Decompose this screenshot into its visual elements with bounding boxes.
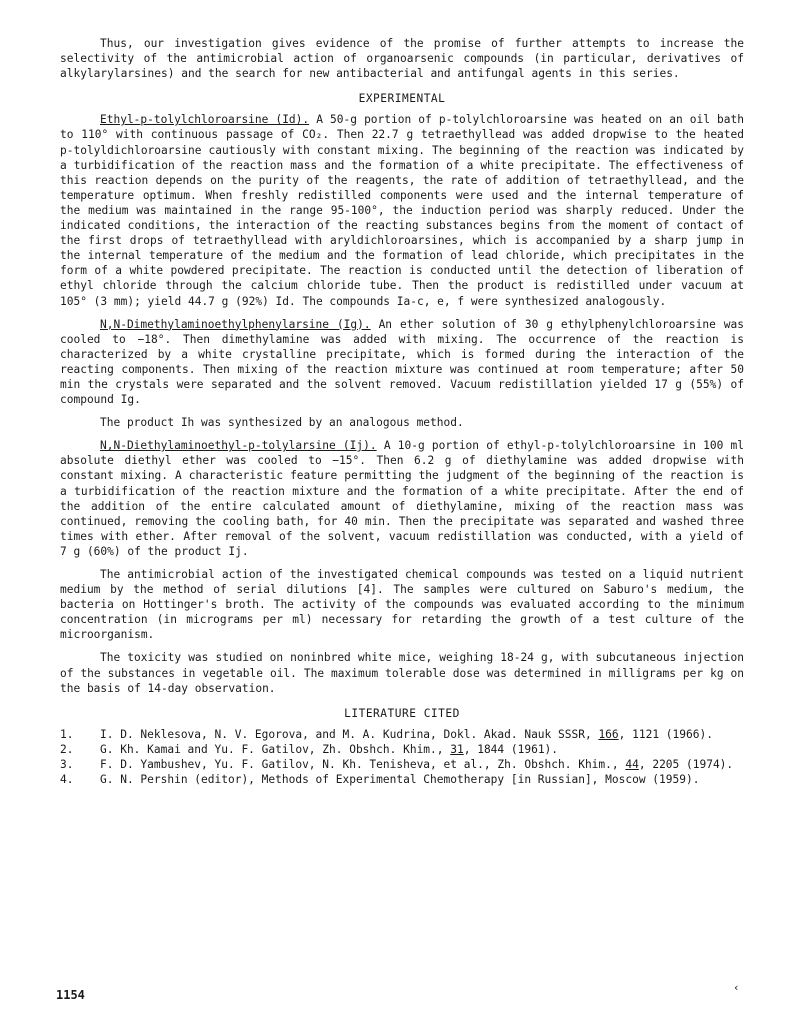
procedure-ig-paragraph [60,317,744,408]
reference-item [60,727,744,742]
article-body [60,36,744,787]
procedure-ij-paragraph [60,438,744,559]
reference-item [60,772,744,787]
reference-number: 3. [60,758,74,772]
literature-heading: LITERATURE CITED [344,706,460,720]
procedure-ig-text: An ether solution of 30 g ethylphenylchloroarsine was cooled to −18°. Then dimethylamine was added with mixing. The occurrence of the reaction is characterized by a white crystalline precipitate, which is formed during the interaction of the reacting components. Then mixing of the reaction mixture was continued at room temperature; after 50 min the crystals were separated and the solvent removed. Vacuum redistillation yielded 17 g (55%) of compound Ig. [60,317,744,407]
antimicrobial-method-paragraph: The antimicrobial action of the investigated chemical compounds was tested on a liquid nutrient medium by the method of serial dilutions [4]. The samples were cultured on Saburo's medium, the bacteria on Hottinger's broth. The activity of the compounds was evaluated according to the minimum concentration (in micrograms per ml) necessary for retarding the growth of a test culture of the microorganism. [60,568,744,642]
experimental-heading: EXPERIMENTAL [358,92,446,106]
reference-number: 2. [60,742,74,756]
compound-ij-title: N,N-Diethylaminoethyl-p-tolylarsine (Ij). [100,439,377,453]
reference-number: 4. [60,773,74,787]
reference-text: G. N. Pershin (editor), Methods of Experimental Chemotherapy [in Russian], Moscow (1959). [100,773,700,787]
reference-item [60,742,744,757]
procedure-ih-paragraph: The product Ih was synthesized by an analogous method. [100,416,464,430]
reference-item [60,757,744,772]
reference-text: F. D. Yambushev, Yu. F. Gatilov, N. Kh. Tenisheva, et al., Zh. Obshch. Khim., 44, 2205 (1974). [100,758,734,772]
procedure-ij-text: A 10-g portion of ethyl-p-tolylchloroarsine in 100 ml absolute diethyl ether was cooled to −15°. Then 6.2 g of diethylamine was added dropwise with constant mixing. A characteristic feature permitting the judgment of the beginning of the reaction is a turbidification of the reaction mixture and the formation of a white precipitate. After the end of the addition of the entire calculated amount of diethylamine, mixing of the reaction mass was continued, removing the cooling bath, for 40 min. Then the precipitate was separated and washed three times with ether. After removal of the solvent, vacuum redistillation was conducted, with a yield of 7 g (60%) of the product Ij. [60,439,745,558]
reference-list [60,727,744,787]
compound-id-title: Ethyl-p-tolylchloroarsine (Id). [100,113,310,127]
reference-text: I. D. Neklesova, N. V. Egorova, and M. A. Kudrina, Dokl. Akad. Nauk SSSR, 166, 1121 (1966). [100,727,713,741]
page-number: 1154 [56,988,85,1002]
reference-number: 1. [60,727,74,741]
reference-text: G. Kh. Kamai and Yu. F. Gatilov, Zh. Obshch. Khim., 31, 1844 (1961). [100,742,559,756]
corner-mark: ‹ [733,981,740,994]
toxicity-paragraph: The toxicity was studied on noninbred white mice, weighing 18-24 g, with subcutaneous injection of the substances in vegetable oil. The maximum tolerable dose was determined in milligrams per kg on the basis of 14-day observation. [60,651,744,695]
intro-paragraph: Thus, our investigation gives evidence of the promise of further attempts to increase the selectivity of the antimicrobial action of organoarsenic compounds (in particular, derivatives of alkylarylarsines) and the search for new antibacterial and antifungal agents in this series. [60,37,744,81]
procedure-id-paragraph [60,112,744,308]
procedure-id-text: A 50-g portion of p-tolylchloroarsine was heated on an oil bath to 110° with continuous passage of CO₂. Then 22.7 g tetraethyllead was added dropwise to the heated p-tolyldichloroarsine cautiously with constant mixing. The beginning of the reaction was indicated by a turbidification of the reaction mass and the formation of a white precipitate. The effectiveness of this reaction depends on the purity of the reagents, the rate of addition of tetraethyllead, and the temperature optimum. When freshly redistilled components were used and the internal temperature of the medium was maintained in the range 95-100°, the induction period was sharply reduced. Under the indicated conditions, the interaction of the reacting substances begins from the moment of contact of the first drops of tetraethyllead with aryldichloroarsines, which is accompanied by a sharp jump in the internal temperature of the medium and the formation of lead chloride, which precipitates in the form of a white powdered precipitate. The reaction is conducted until the detection of liberation of ethyl chloride through the calcium chloride tube. Then the product is redistilled under vacuum at 105° (3 mm); yield 44.7 g (92%) Id. The compounds Ia-c, e, f were synthesized analogously. [60,113,744,308]
compound-ig-title: N,N-Dimethylaminoethylphenylarsine (Ig). [100,317,371,331]
